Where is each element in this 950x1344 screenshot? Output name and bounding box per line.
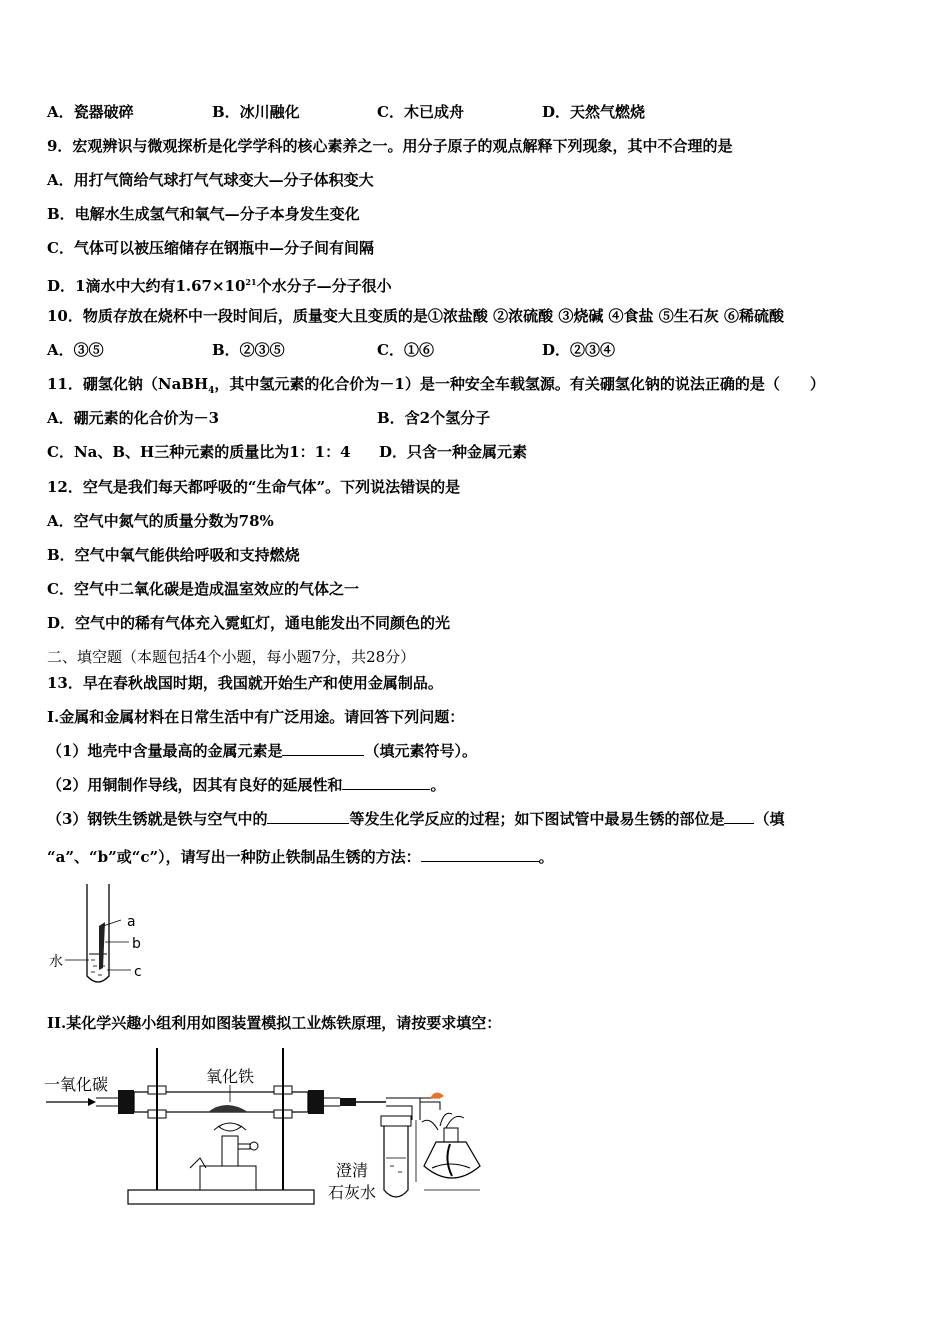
- q13-sub3: （3）钢铁生锈就是铁与空气中的 等发生化学反应的过程；如下图试管中最易生锈的部位是 （填: [47, 810, 785, 828]
- label-c: c: [134, 964, 142, 980]
- q9-option-b: B．电解水生成氢气和氧气—分子本身发生变化: [47, 205, 360, 223]
- answer-blank-3[interactable]: [267, 809, 349, 824]
- q11-option-d: D．只含一种金属元素: [379, 443, 528, 461]
- q13-sub3-cont: “a”、“b”或“c”），请写出一种防止铁制品生锈的方法： 。: [47, 848, 554, 866]
- q13-part1-heading: I.金属和金属材料在日常生活中有广泛用途。请回答下列问题：: [47, 708, 465, 726]
- q8-option-b: B．冰川融化: [212, 103, 300, 121]
- left-stopper: [118, 1090, 134, 1114]
- q8-option-a: A．瓷器破碎: [47, 103, 134, 121]
- alcohol-lamp: [424, 1142, 480, 1178]
- q12-option-d: D．空气中的稀有气体充入霓虹灯，通电能发出不同颜色的光: [47, 614, 451, 632]
- q9-stem: 9．宏观辨识与微观探析是化学学科的核心素养之一。用分子原子的观点解释下列现象，其中不合理的是: [47, 137, 733, 155]
- q9-option-c: C．气体可以被压缩储存在钢瓶中—分子间有间隔: [47, 239, 374, 257]
- q13-part2-heading: II.某化学兴趣小组利用如图装置模拟工业炼铁原理，请按要求填空：: [47, 1014, 502, 1032]
- stand-base: [128, 1190, 314, 1204]
- answer-blank-4[interactable]: [724, 809, 754, 824]
- q13-stem: 13．早在春秋战国时期，我国就开始生产和使用金属制品。: [47, 674, 443, 692]
- answer-blank-5[interactable]: [421, 847, 539, 862]
- q10-stem: 10．物质存放在烧杯中一段时间后，质量变大且变质的是①浓盐酸 ②浓硫酸 ③烧碱 ④食盐 ⑤生石灰 ⑥稀硫酸: [47, 307, 784, 325]
- q11-option-b: B．含2个氢分子: [377, 409, 491, 427]
- label-water: 水: [49, 954, 63, 970]
- iron-nail-icon: [99, 922, 105, 970]
- q8-option-c: C．木已成舟: [377, 103, 464, 121]
- label-fe2o3: 氧化铁: [206, 1067, 255, 1086]
- test-tube-figure: [45, 878, 155, 990]
- q13-sub1: （1）地壳中含量最高的金属元素是 （填元素符号）。: [47, 742, 477, 760]
- label-limewater-1: 澄清: [336, 1161, 369, 1180]
- burner-base: [200, 1166, 256, 1190]
- q10-option-a: A．③⑤: [47, 341, 104, 359]
- q12-stem: 12．空气是我们每天都呼吸的“生命气体”。下列说法错误的是: [47, 478, 461, 496]
- q8-option-d: D．天然气燃烧: [542, 103, 646, 121]
- q9-option-d: D．1滴水中大约有$1.67\times 10^{21}$个水分子—分子很小: [47, 277, 392, 295]
- q12-option-c: C．空气中二氧化碳是造成温室效应的气体之一: [47, 580, 359, 598]
- answer-blank-1[interactable]: [282, 741, 364, 756]
- q10-option-c: C．①⑥: [377, 341, 434, 359]
- burner-tube: [222, 1136, 238, 1166]
- section-2-heading: 二、填空题（本题包括4个小题，每小题7分，共28分）: [47, 648, 416, 666]
- answer-blank-2[interactable]: [342, 775, 430, 790]
- q12-option-b: B．空气中氧气能供给呼吸和支持燃烧: [47, 546, 300, 564]
- q10-option-b: B．②③⑤: [212, 341, 285, 359]
- smelting-apparatus-figure: [40, 1040, 490, 1220]
- q10-option-d: D．②③④: [542, 341, 616, 359]
- q11-stem: 11．硼氢化钠（NaBH$_4$，其中氢元素的化合价为－1）是一种安全车载氢源。有关硼氢化钠的说法正确的是（ ）: [47, 375, 825, 396]
- flame-icon: [430, 1092, 444, 1098]
- limewater-tube: [384, 1124, 408, 1197]
- iron-oxide-powder: [208, 1105, 248, 1112]
- label-b: b: [132, 936, 141, 952]
- label-limewater-2: 石灰水: [328, 1183, 377, 1202]
- right-stopper: [308, 1090, 324, 1114]
- q13-sub2: （2）用铜制作导线，因其有良好的延展性和 。: [47, 776, 446, 794]
- q9-option-a: A．用打气筒给气球打气气球变大—分子体积变大: [47, 171, 374, 189]
- label-co: 一氧化碳: [44, 1075, 109, 1094]
- q11-option-c: C．Na、B、H三种元素的质量比为1：1：4: [47, 443, 351, 461]
- q12-option-a: A．空气中氮气的质量分数为78%: [47, 512, 274, 530]
- label-a: a: [127, 914, 136, 930]
- q11-option-a: A．硼元素的化合价为－3: [47, 409, 220, 427]
